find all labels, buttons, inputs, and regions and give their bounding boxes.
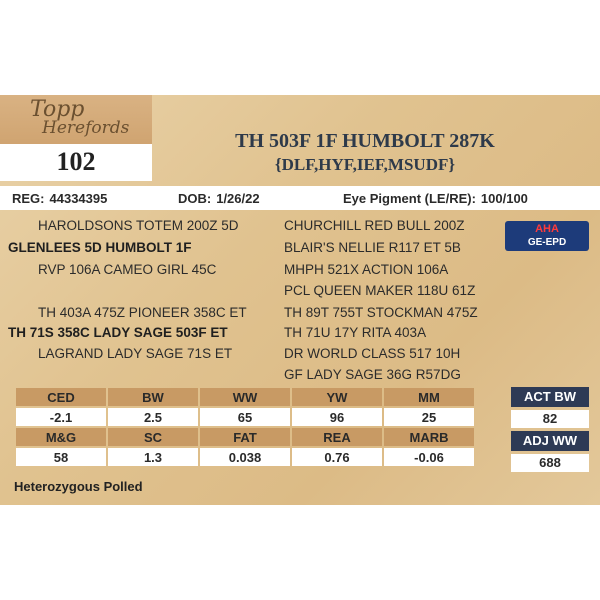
dam-grandsire: TH 403A 475Z PIONEER 358C ET	[38, 305, 247, 320]
eye-pigment-info: Eye Pigment (LE/RE): 100/100	[343, 190, 528, 206]
epd-value: 65	[200, 408, 290, 426]
act-bw-value: 82	[511, 410, 589, 428]
epd-header: YW	[292, 388, 382, 406]
aha-ge-epd-badge: AHA GE-EPD	[505, 221, 589, 251]
adj-ww-label: ADJ WW	[511, 431, 589, 451]
epd-value: -2.1	[16, 408, 106, 426]
epd-table	[14, 386, 476, 468]
ancestor-2: BLAIR'S NELLIE R117 ET 5B	[284, 240, 461, 255]
sire-granddam: RVP 106A CAMEO GIRL 45C	[38, 262, 217, 277]
epd-value: 1.3	[108, 448, 198, 466]
ancestor-8: GF LADY SAGE 36G R57DG	[284, 367, 461, 382]
topp-herefords-logo	[30, 97, 130, 138]
ancestor-6: TH 71U 17Y RITA 403A	[284, 325, 427, 340]
epd-header: WW	[200, 388, 290, 406]
genetic-tags: {DLF,HYF,IEF,MSUDF}	[274, 155, 456, 174]
epd-header: FAT	[200, 428, 290, 446]
logo-line2: Herefords	[42, 118, 130, 138]
sale-card	[0, 95, 600, 505]
epd-header: REA	[292, 428, 382, 446]
epd-value: 2.5	[108, 408, 198, 426]
epd-value: 0.038	[200, 448, 290, 466]
epd-value: 96	[292, 408, 382, 426]
ancestor-7: DR WORLD CLASS 517 10H	[284, 346, 461, 361]
epd-header: MM	[384, 388, 474, 406]
reg-value: 44334395	[49, 190, 108, 206]
epd-value: 58	[16, 448, 106, 466]
sire-grandsire: HAROLDSONS TOTEM 200Z 5D	[38, 218, 239, 233]
ancestor-4: PCL QUEEN MAKER 118U 61Z	[284, 283, 476, 298]
epd-header: BW	[108, 388, 198, 406]
epd-header: SC	[108, 428, 198, 446]
adj-ww-value: 688	[511, 454, 589, 472]
animal-name: TH 503F 1F HUMBOLT 287K	[235, 130, 495, 152]
act-bw-label: ACT BW	[511, 387, 589, 407]
lot-number: 102	[0, 144, 152, 179]
dam: TH 71S 358C LADY SAGE 503F ET	[8, 325, 228, 340]
reg-info: REG: 44334395	[12, 190, 108, 206]
epd-header: MARB	[384, 428, 474, 446]
dob-info: DOB: 1/26/22	[178, 190, 260, 206]
ancestor-5: TH 89T 755T STOCKMAN 475Z	[284, 305, 478, 320]
dob-value: 1/26/22	[216, 190, 260, 206]
epd-header: CED	[16, 388, 106, 406]
epd-value: -0.06	[384, 448, 474, 466]
logo-box	[0, 95, 152, 181]
sire: GLENLEES 5D HUMBOLT 1F	[8, 240, 192, 255]
ancestor-3: MHPH 521X ACTION 106A	[284, 262, 449, 277]
polled-status: Heterozygous Polled	[14, 479, 143, 494]
ancestor-1: CHURCHILL RED BULL 200Z	[284, 218, 465, 233]
epd-value: 25	[384, 408, 474, 426]
epd-header: M&G	[16, 428, 106, 446]
logo-line1: Topp	[30, 97, 85, 122]
epd-value: 0.76	[292, 448, 382, 466]
eye-pigment-value: 100/100	[480, 190, 528, 206]
dam-granddam: LAGRAND LADY SAGE 71S ET	[38, 346, 233, 361]
